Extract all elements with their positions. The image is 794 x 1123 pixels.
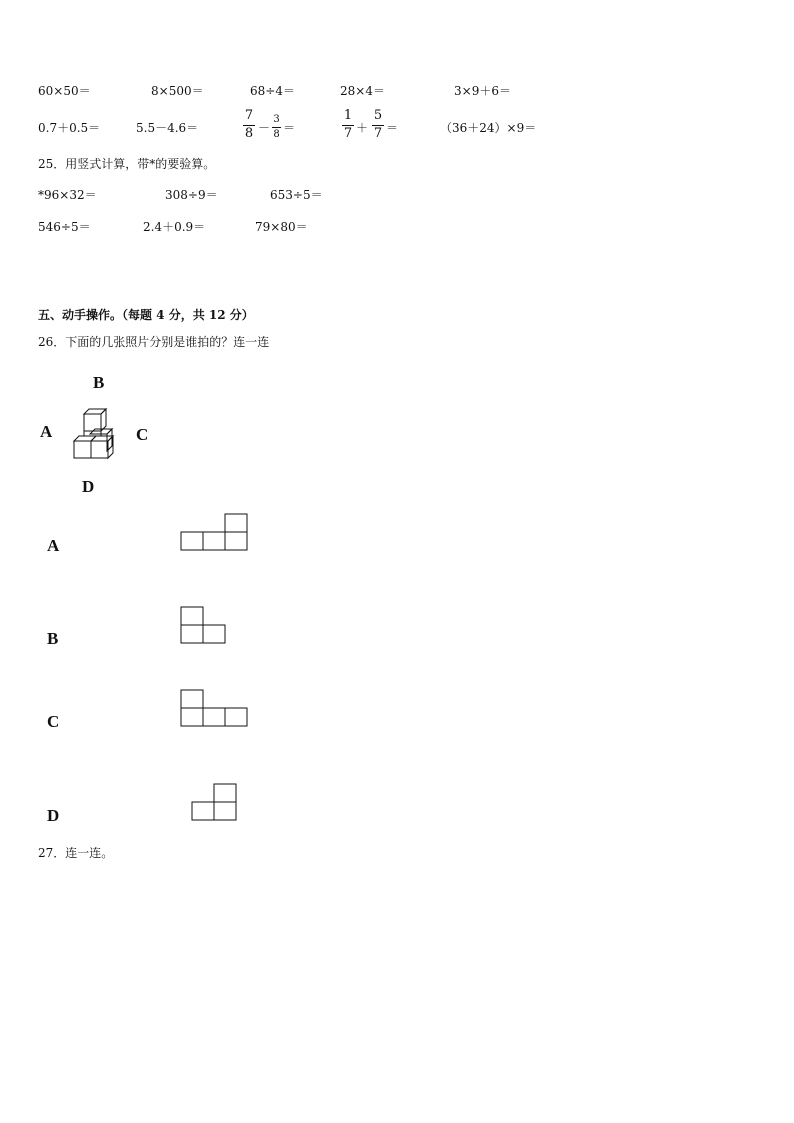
photo-label-d: D [47, 806, 60, 825]
section-5-heading: 五、动手操作。（每题 4 分，共 12 分） [38, 308, 254, 322]
photo-label-a: A [47, 536, 60, 555]
view-shape-a [180, 513, 250, 553]
cube-stack-figure [70, 406, 122, 462]
denominator: 7 [373, 126, 383, 141]
numerator: 7 [244, 108, 254, 123]
q25-title: 25．用竖式计算，带*的要验算。 [38, 157, 216, 171]
direction-label-a: A [40, 422, 53, 441]
photo-label-c: C [47, 712, 60, 731]
view-shape-b [180, 606, 228, 646]
direction-label-c: C [136, 425, 149, 444]
fraction-3-8 [272, 114, 281, 140]
q25-calc-5: 2.4＋0.9＝ [143, 220, 206, 234]
denominator: 7 [343, 126, 353, 141]
fraction-7-8 [243, 109, 255, 141]
q25-calc-4: 546÷5＝ [38, 220, 91, 234]
direction-label-d: D [82, 477, 95, 496]
oral-calc-3: 68÷4＝ [250, 84, 295, 98]
fraction-5-7 [372, 109, 384, 141]
oral-calc-4: 28×4＝ [340, 84, 385, 98]
oral-calc-10: （36＋24）×9＝ [440, 121, 537, 135]
q25-calc-2: 308÷9＝ [165, 188, 218, 202]
oral-calc-1: 60×50＝ [38, 84, 91, 98]
q27-title: 27．连一连。 [38, 846, 114, 860]
oral-calc-2: 8×500＝ [151, 84, 204, 98]
photo-label-b: B [47, 629, 59, 648]
numerator: 3 [273, 114, 280, 125]
oral-calc-7: 5.5－4.6＝ [136, 121, 199, 135]
q25-calc-6: 79×80＝ [255, 220, 308, 234]
oral-calc-6: 0.7＋0.5＝ [38, 121, 101, 135]
plus-sign: ＋ [356, 121, 369, 135]
oral-calc-5: 3×9＋6＝ [454, 84, 511, 98]
denominator: 8 [273, 129, 280, 140]
direction-label-b: B [93, 373, 105, 392]
q26-title: 26．下面的几张照片分别是谁拍的？连一连 [38, 335, 270, 349]
numerator: 5 [373, 108, 383, 123]
fraction-1-7 [342, 109, 354, 141]
q25-calc-1: *96×32＝ [38, 188, 97, 202]
equals-sign: ＝ [386, 121, 399, 135]
q25-calc-3: 653÷5＝ [270, 188, 323, 202]
numerator: 1 [343, 108, 353, 123]
view-shape-d [191, 783, 239, 823]
equals-sign: ＝ [283, 121, 296, 135]
minus-sign: － [258, 121, 271, 135]
view-shape-c [180, 689, 252, 729]
denominator: 8 [244, 126, 254, 141]
